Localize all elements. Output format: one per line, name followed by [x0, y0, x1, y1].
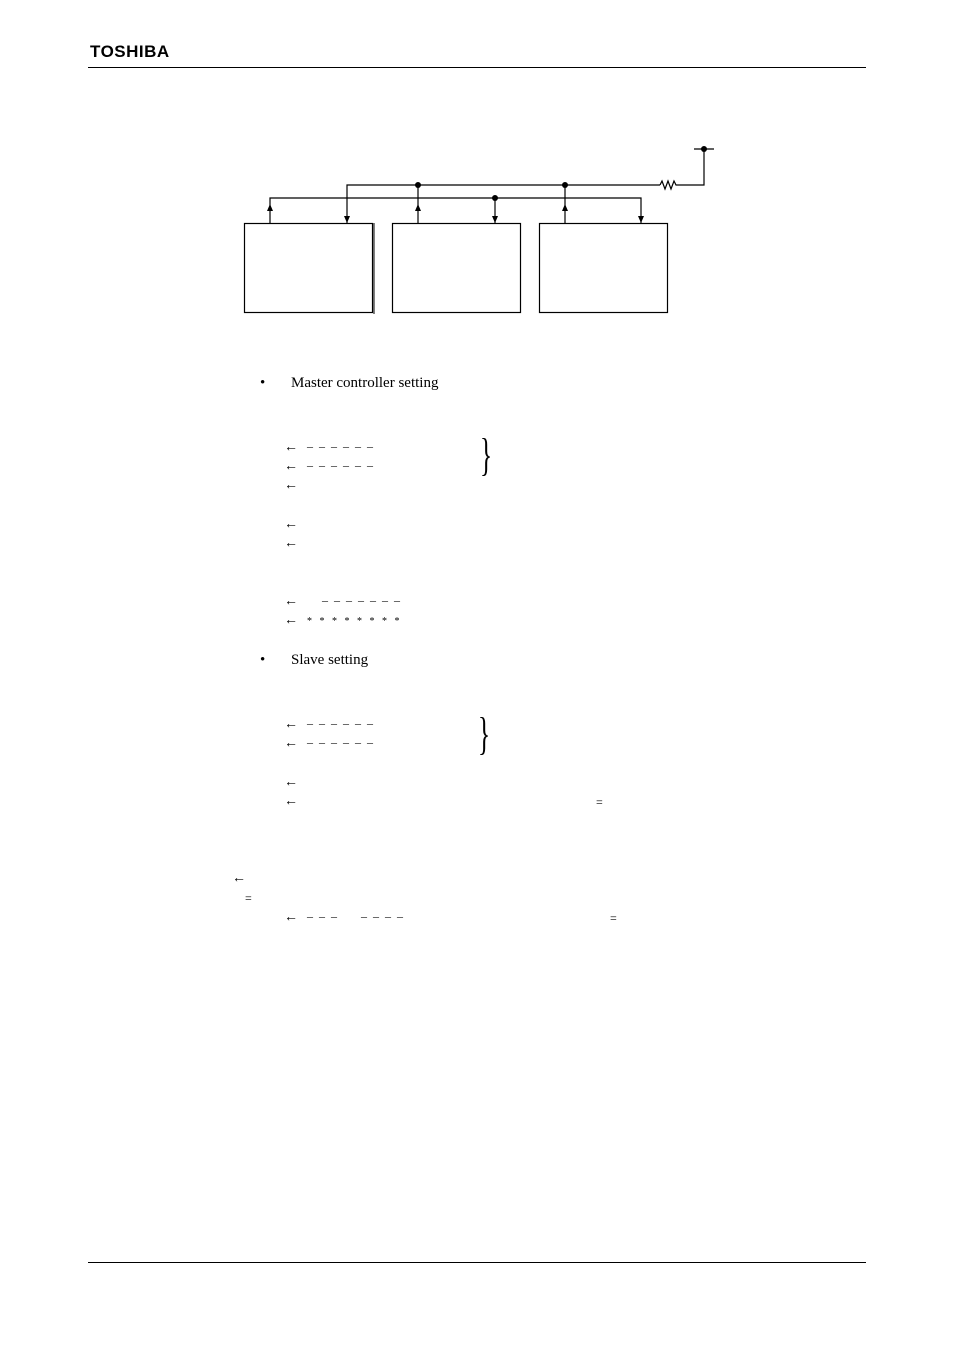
- assign-arrow: ←: [284, 775, 298, 790]
- equals-mark: =: [610, 911, 617, 925]
- grouping-brace: }: [480, 429, 493, 480]
- device-block-3: [540, 224, 668, 313]
- toshiba-logo: TOSHIBA: [90, 42, 170, 61]
- assign-arrow: ←: [284, 717, 298, 732]
- bit-marks: – – – – – –: [307, 458, 373, 472]
- arrow-down: [638, 216, 644, 223]
- device-block-1: [245, 224, 373, 313]
- bit-marks: – – – – – –: [307, 439, 373, 453]
- header-rule: [88, 67, 866, 68]
- bit-marks: – – – – – –: [307, 735, 373, 749]
- bus-connection-diagram: [230, 140, 730, 330]
- equals-mark: =: [245, 891, 252, 905]
- assign-arrow: ←: [284, 613, 298, 628]
- assign-arrow: ←: [284, 594, 298, 609]
- master-section-title: Master controller setting: [291, 375, 439, 391]
- upper-bus-line: [347, 185, 660, 223]
- arrow-down: [344, 216, 350, 223]
- junction-dot: [562, 182, 568, 188]
- pull-up-resistor: [660, 149, 704, 189]
- footer-rule: [88, 1262, 866, 1263]
- master-bullet: •: [260, 375, 266, 391]
- bit-marks: – – – – – – –: [307, 909, 403, 923]
- assign-arrow: ←: [284, 459, 298, 474]
- arrow-up: [267, 204, 273, 211]
- assign-arrow: ←: [284, 440, 298, 455]
- slave-bullet: •: [260, 652, 266, 668]
- bit-marks: * * * * * * * *: [307, 616, 400, 627]
- equals-mark: =: [596, 795, 603, 809]
- bit-marks: – – – – – –: [307, 716, 373, 730]
- assign-arrow: ←: [284, 736, 298, 751]
- arrow-up: [415, 204, 421, 211]
- junction-dot: [415, 182, 421, 188]
- device-block-2: [393, 224, 521, 313]
- junction-dot: [701, 146, 707, 152]
- arrow-down: [492, 216, 498, 223]
- slave-section-title: Slave setting: [291, 652, 369, 668]
- arrow-up: [562, 204, 568, 211]
- junction-dot: [492, 195, 498, 201]
- assign-arrow: ←: [284, 478, 298, 493]
- assign-arrow: ←: [232, 871, 246, 886]
- assign-arrow: ←: [284, 910, 298, 925]
- assign-arrow: ←: [284, 794, 298, 809]
- assign-arrow: ←: [284, 517, 298, 532]
- bit-marks: – – – – – – –: [307, 593, 400, 607]
- assign-arrow: ←: [284, 536, 298, 551]
- lower-bus-line: [270, 198, 641, 223]
- grouping-brace: }: [478, 708, 491, 759]
